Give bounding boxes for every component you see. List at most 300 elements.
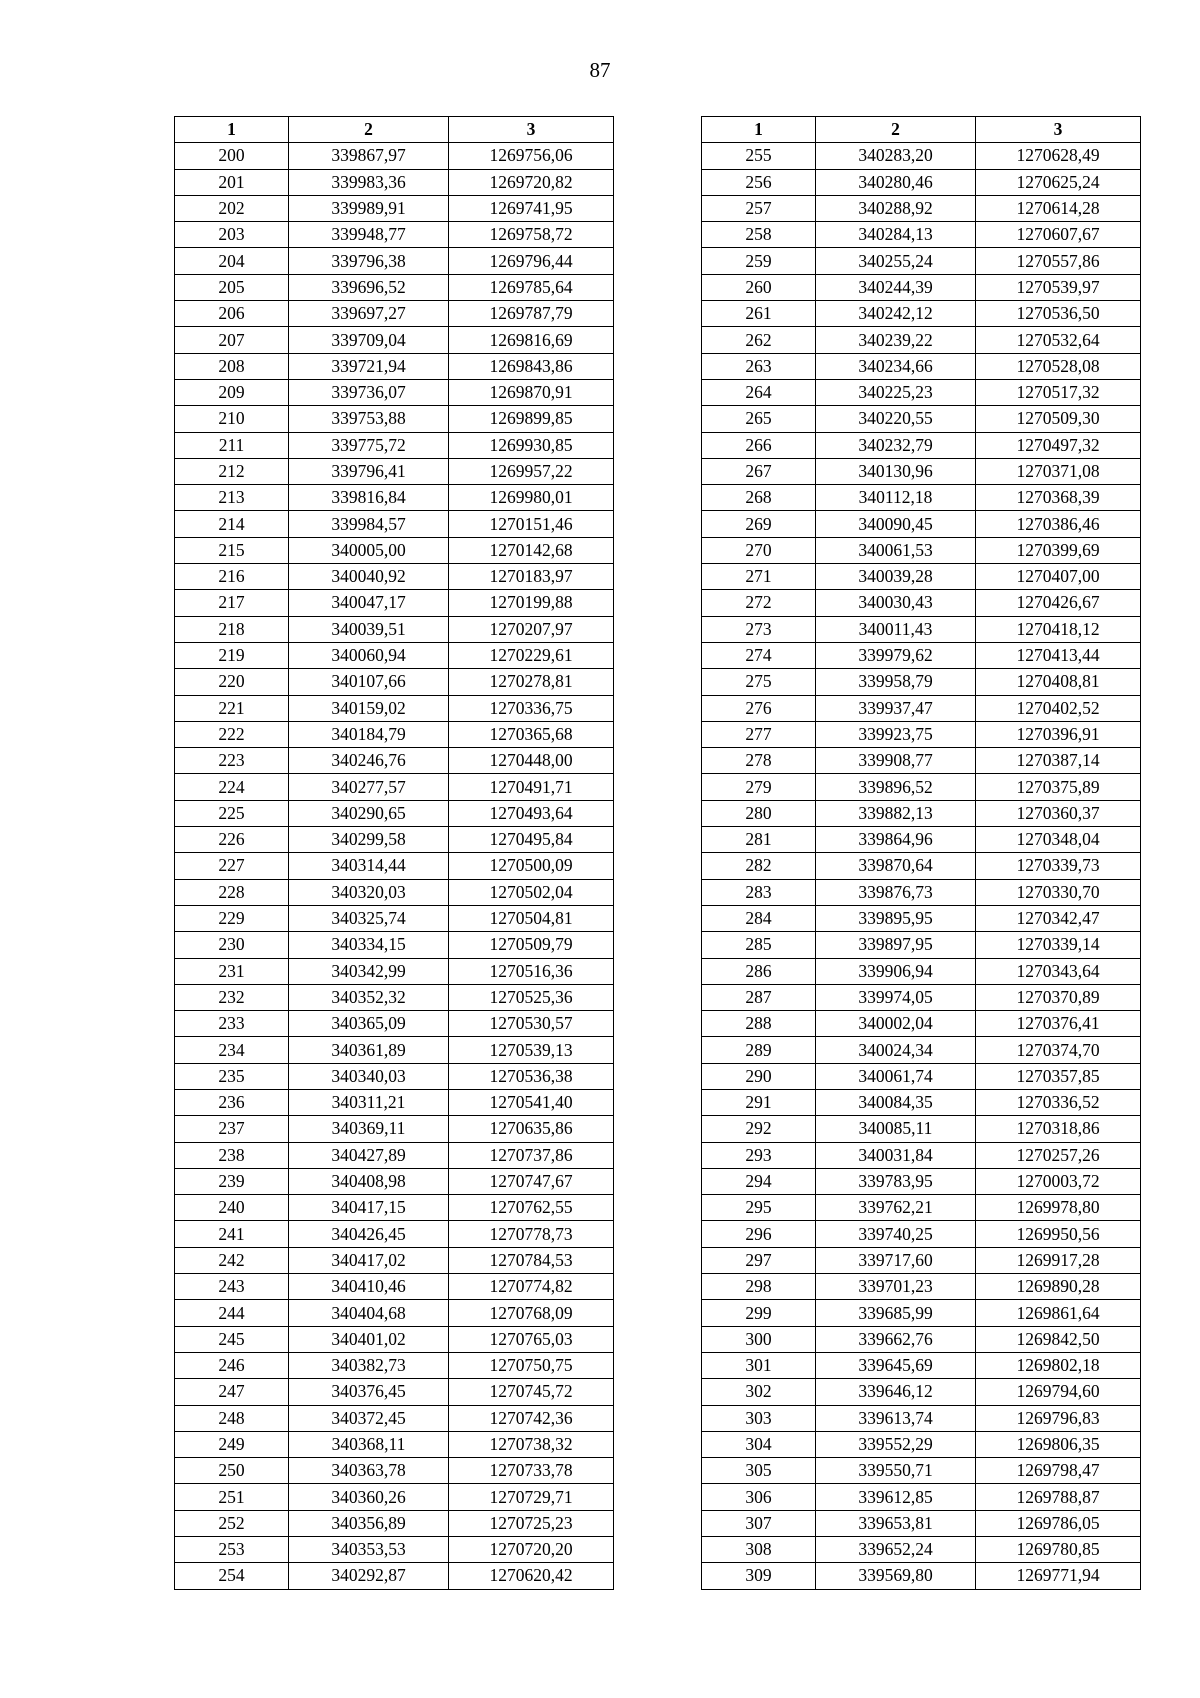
table-row — [702, 984, 1141, 1010]
y-coordinate-cell: 1270733,78 — [449, 1458, 614, 1484]
point-number-cell: 299 — [702, 1300, 816, 1326]
table-row — [175, 406, 614, 432]
x-coordinate-cell: 339736,07 — [289, 379, 449, 405]
table-row — [175, 721, 614, 747]
y-coordinate-cell: 1269796,44 — [449, 248, 614, 274]
x-coordinate-cell: 339867,97 — [289, 143, 449, 169]
y-coordinate-cell: 1270368,39 — [976, 485, 1141, 511]
table-row — [702, 800, 1141, 826]
x-coordinate-cell: 340353,53 — [289, 1537, 449, 1563]
x-coordinate-cell: 339958,79 — [816, 669, 976, 695]
table-row — [175, 301, 614, 327]
table-row — [702, 537, 1141, 563]
table-row — [702, 616, 1141, 642]
point-number-cell: 243 — [175, 1274, 289, 1300]
table-row — [702, 905, 1141, 931]
y-coordinate-cell: 1270509,30 — [976, 406, 1141, 432]
point-number-cell: 235 — [175, 1063, 289, 1089]
point-number-cell: 226 — [175, 827, 289, 853]
x-coordinate-cell: 339613,74 — [816, 1405, 976, 1431]
table-row — [702, 143, 1141, 169]
y-coordinate-cell: 1270448,00 — [449, 748, 614, 774]
table-row — [175, 590, 614, 616]
point-number-cell: 238 — [175, 1142, 289, 1168]
x-coordinate-cell: 340244,39 — [816, 274, 976, 300]
point-number-cell: 283 — [702, 879, 816, 905]
point-number-cell: 264 — [702, 379, 816, 405]
point-number-cell: 233 — [175, 1011, 289, 1037]
x-coordinate-cell: 339948,77 — [289, 222, 449, 248]
x-coordinate-cell: 339783,95 — [816, 1168, 976, 1194]
table-row — [702, 958, 1141, 984]
point-number-cell: 294 — [702, 1168, 816, 1194]
x-coordinate-cell: 340376,45 — [289, 1379, 449, 1405]
x-coordinate-cell: 340368,11 — [289, 1431, 449, 1457]
x-coordinate-cell: 340084,35 — [816, 1089, 976, 1115]
y-coordinate-cell: 1270737,86 — [449, 1142, 614, 1168]
x-coordinate-cell: 340107,66 — [289, 669, 449, 695]
table-row — [702, 1247, 1141, 1273]
table-row — [175, 1458, 614, 1484]
point-number-cell: 307 — [702, 1510, 816, 1536]
x-coordinate-cell: 340061,74 — [816, 1063, 976, 1089]
x-coordinate-cell: 339979,62 — [816, 642, 976, 668]
point-number-cell: 301 — [702, 1352, 816, 1378]
point-number-cell: 300 — [702, 1326, 816, 1352]
point-number-cell: 201 — [175, 169, 289, 195]
table-row — [702, 1405, 1141, 1431]
x-coordinate-cell: 339983,36 — [289, 169, 449, 195]
table-row — [175, 511, 614, 537]
y-coordinate-cell: 1270495,84 — [449, 827, 614, 853]
table-row — [175, 1379, 614, 1405]
x-coordinate-cell: 339569,80 — [816, 1563, 976, 1589]
point-number-cell: 207 — [175, 327, 289, 353]
x-coordinate-cell: 340225,23 — [816, 379, 976, 405]
table-row — [702, 327, 1141, 353]
x-coordinate-cell: 339646,12 — [816, 1379, 976, 1405]
point-number-cell: 304 — [702, 1431, 816, 1457]
table-row — [702, 406, 1141, 432]
point-number-cell: 276 — [702, 695, 816, 721]
point-number-cell: 240 — [175, 1195, 289, 1221]
point-number-cell: 286 — [702, 958, 816, 984]
table-row — [175, 1563, 614, 1589]
y-coordinate-cell: 1270207,97 — [449, 616, 614, 642]
x-coordinate-cell: 340184,79 — [289, 721, 449, 747]
point-number-cell: 217 — [175, 590, 289, 616]
y-coordinate-cell: 1270374,70 — [976, 1037, 1141, 1063]
x-coordinate-cell: 340340,03 — [289, 1063, 449, 1089]
point-number-cell: 271 — [702, 564, 816, 590]
table-row — [175, 458, 614, 484]
y-coordinate-cell: 1270493,64 — [449, 800, 614, 826]
y-coordinate-cell: 1270784,53 — [449, 1247, 614, 1273]
table-row — [175, 143, 614, 169]
table-row — [702, 1458, 1141, 1484]
y-coordinate-cell: 1270500,09 — [449, 853, 614, 879]
table-row — [175, 853, 614, 879]
x-coordinate-cell: 340382,73 — [289, 1352, 449, 1378]
y-coordinate-cell: 1269756,06 — [449, 143, 614, 169]
table-row — [175, 353, 614, 379]
point-number-cell: 249 — [175, 1431, 289, 1457]
y-coordinate-cell: 1269758,72 — [449, 222, 614, 248]
x-coordinate-cell: 340024,34 — [816, 1037, 976, 1063]
table-row — [702, 748, 1141, 774]
coordinates-table-right — [701, 116, 1141, 1590]
point-number-cell: 241 — [175, 1221, 289, 1247]
table-row — [702, 932, 1141, 958]
column-header-number: 1 — [175, 117, 289, 143]
point-number-cell: 282 — [702, 853, 816, 879]
table-row — [175, 748, 614, 774]
table-row — [175, 485, 614, 511]
table-row — [702, 222, 1141, 248]
table-row — [702, 695, 1141, 721]
point-number-cell: 236 — [175, 1089, 289, 1115]
x-coordinate-cell: 339974,05 — [816, 984, 976, 1010]
table-body-right — [702, 143, 1141, 1589]
point-number-cell: 305 — [702, 1458, 816, 1484]
y-coordinate-cell: 1270614,28 — [976, 195, 1141, 221]
x-coordinate-cell: 340410,46 — [289, 1274, 449, 1300]
y-coordinate-cell: 1269842,50 — [976, 1326, 1141, 1352]
y-coordinate-cell: 1270387,14 — [976, 748, 1141, 774]
table-row — [702, 669, 1141, 695]
y-coordinate-cell: 1270142,68 — [449, 537, 614, 563]
y-coordinate-cell: 1270339,14 — [976, 932, 1141, 958]
x-coordinate-cell: 340031,84 — [816, 1142, 976, 1168]
point-number-cell: 262 — [702, 327, 816, 353]
table-row — [702, 1300, 1141, 1326]
y-coordinate-cell: 1269930,85 — [449, 432, 614, 458]
x-coordinate-cell: 340047,17 — [289, 590, 449, 616]
y-coordinate-cell: 1270257,26 — [976, 1142, 1141, 1168]
y-coordinate-cell: 1269787,79 — [449, 301, 614, 327]
table-row — [702, 1484, 1141, 1510]
table-body-left — [175, 143, 614, 1589]
y-coordinate-cell: 1270742,36 — [449, 1405, 614, 1431]
table-row — [702, 1063, 1141, 1089]
table-row — [175, 1116, 614, 1142]
y-coordinate-cell: 1270426,67 — [976, 590, 1141, 616]
column-header-number: 1 — [702, 117, 816, 143]
x-coordinate-cell: 339701,23 — [816, 1274, 976, 1300]
x-coordinate-cell: 340342,99 — [289, 958, 449, 984]
point-number-cell: 215 — [175, 537, 289, 563]
point-number-cell: 287 — [702, 984, 816, 1010]
y-coordinate-cell: 1270509,79 — [449, 932, 614, 958]
point-number-cell: 210 — [175, 406, 289, 432]
point-number-cell: 204 — [175, 248, 289, 274]
point-number-cell: 256 — [702, 169, 816, 195]
x-coordinate-cell: 340039,28 — [816, 564, 976, 590]
table-row — [175, 1300, 614, 1326]
table-row — [175, 905, 614, 931]
table-row — [175, 169, 614, 195]
y-coordinate-cell: 1269741,95 — [449, 195, 614, 221]
table-row — [175, 1011, 614, 1037]
y-coordinate-cell: 1270778,73 — [449, 1221, 614, 1247]
y-coordinate-cell: 1270532,64 — [976, 327, 1141, 353]
y-coordinate-cell: 1269843,86 — [449, 353, 614, 379]
table-row — [175, 958, 614, 984]
table-row — [175, 642, 614, 668]
y-coordinate-cell: 1270371,08 — [976, 458, 1141, 484]
x-coordinate-cell: 340314,44 — [289, 853, 449, 879]
table-header-row — [702, 117, 1141, 143]
point-number-cell: 247 — [175, 1379, 289, 1405]
y-coordinate-cell: 1270516,36 — [449, 958, 614, 984]
x-coordinate-cell: 339906,94 — [816, 958, 976, 984]
x-coordinate-cell: 339645,69 — [816, 1352, 976, 1378]
x-coordinate-cell: 340220,55 — [816, 406, 976, 432]
x-coordinate-cell: 340280,46 — [816, 169, 976, 195]
point-number-cell: 223 — [175, 748, 289, 774]
y-coordinate-cell: 1270360,37 — [976, 800, 1141, 826]
y-coordinate-cell: 1270497,32 — [976, 432, 1141, 458]
table-row — [175, 1221, 614, 1247]
table-row — [702, 721, 1141, 747]
x-coordinate-cell: 340060,94 — [289, 642, 449, 668]
y-coordinate-cell: 1270625,24 — [976, 169, 1141, 195]
point-number-cell: 253 — [175, 1537, 289, 1563]
point-number-cell: 206 — [175, 301, 289, 327]
y-coordinate-cell: 1269806,35 — [976, 1431, 1141, 1457]
y-coordinate-cell: 1270620,42 — [449, 1563, 614, 1589]
table-row — [175, 222, 614, 248]
point-number-cell: 298 — [702, 1274, 816, 1300]
y-coordinate-cell: 1270376,41 — [976, 1011, 1141, 1037]
y-coordinate-cell: 1270536,50 — [976, 301, 1141, 327]
y-coordinate-cell: 1269785,64 — [449, 274, 614, 300]
x-coordinate-cell: 340039,51 — [289, 616, 449, 642]
x-coordinate-cell: 340002,04 — [816, 1011, 976, 1037]
table-row — [702, 564, 1141, 590]
y-coordinate-cell: 1270357,85 — [976, 1063, 1141, 1089]
x-coordinate-cell: 340320,03 — [289, 879, 449, 905]
table-row — [175, 274, 614, 300]
y-coordinate-cell: 1270720,20 — [449, 1537, 614, 1563]
x-coordinate-cell: 340356,89 — [289, 1510, 449, 1536]
point-number-cell: 303 — [702, 1405, 816, 1431]
point-number-cell: 257 — [702, 195, 816, 221]
point-number-cell: 290 — [702, 1063, 816, 1089]
point-number-cell: 213 — [175, 485, 289, 511]
x-coordinate-cell: 340417,15 — [289, 1195, 449, 1221]
point-number-cell: 309 — [702, 1563, 816, 1589]
y-coordinate-cell: 1269980,01 — [449, 485, 614, 511]
point-number-cell: 261 — [702, 301, 816, 327]
table-row — [175, 695, 614, 721]
x-coordinate-cell: 339882,13 — [816, 800, 976, 826]
x-coordinate-cell: 339870,64 — [816, 853, 976, 879]
x-coordinate-cell: 339816,84 — [289, 485, 449, 511]
point-number-cell: 211 — [175, 432, 289, 458]
table-row — [702, 1379, 1141, 1405]
table-row — [702, 642, 1141, 668]
table-row — [175, 1037, 614, 1063]
y-coordinate-cell: 1269861,64 — [976, 1300, 1141, 1326]
point-number-cell: 250 — [175, 1458, 289, 1484]
point-number-cell: 251 — [175, 1484, 289, 1510]
x-coordinate-cell: 339685,99 — [816, 1300, 976, 1326]
x-coordinate-cell: 340242,12 — [816, 301, 976, 327]
point-number-cell: 288 — [702, 1011, 816, 1037]
y-coordinate-cell: 1269957,22 — [449, 458, 614, 484]
y-coordinate-cell: 1269788,87 — [976, 1484, 1141, 1510]
table-row — [702, 301, 1141, 327]
y-coordinate-cell: 1270635,86 — [449, 1116, 614, 1142]
x-coordinate-cell: 339895,95 — [816, 905, 976, 931]
table-row — [175, 1063, 614, 1089]
point-number-cell: 289 — [702, 1037, 816, 1063]
y-coordinate-cell: 1270607,67 — [976, 222, 1141, 248]
y-coordinate-cell: 1270528,08 — [976, 353, 1141, 379]
y-coordinate-cell: 1270517,32 — [976, 379, 1141, 405]
point-number-cell: 308 — [702, 1537, 816, 1563]
x-coordinate-cell: 339697,27 — [289, 301, 449, 327]
point-number-cell: 221 — [175, 695, 289, 721]
y-coordinate-cell: 1269802,18 — [976, 1352, 1141, 1378]
point-number-cell: 263 — [702, 353, 816, 379]
point-number-cell: 232 — [175, 984, 289, 1010]
x-coordinate-cell: 339612,85 — [816, 1484, 976, 1510]
x-coordinate-cell: 339937,47 — [816, 695, 976, 721]
x-coordinate-cell: 340283,20 — [816, 143, 976, 169]
point-number-cell: 265 — [702, 406, 816, 432]
point-number-cell: 269 — [702, 511, 816, 537]
point-number-cell: 237 — [175, 1116, 289, 1142]
point-number-cell: 258 — [702, 222, 816, 248]
y-coordinate-cell: 1270151,46 — [449, 511, 614, 537]
table-row — [175, 669, 614, 695]
table-row — [702, 1089, 1141, 1115]
x-coordinate-cell: 339721,94 — [289, 353, 449, 379]
y-coordinate-cell: 1270399,69 — [976, 537, 1141, 563]
table-row — [702, 1195, 1141, 1221]
y-coordinate-cell: 1269798,47 — [976, 1458, 1141, 1484]
column-header-y: 3 — [449, 117, 614, 143]
table-row — [175, 1537, 614, 1563]
table-row — [175, 1247, 614, 1273]
x-coordinate-cell: 339709,04 — [289, 327, 449, 353]
table-row — [175, 879, 614, 905]
table-row — [175, 1195, 614, 1221]
point-number-cell: 248 — [175, 1405, 289, 1431]
point-number-cell: 252 — [175, 1510, 289, 1536]
point-number-cell: 291 — [702, 1089, 816, 1115]
point-number-cell: 254 — [175, 1563, 289, 1589]
x-coordinate-cell: 339696,52 — [289, 274, 449, 300]
table-row — [702, 1274, 1141, 1300]
y-coordinate-cell: 1270762,55 — [449, 1195, 614, 1221]
x-coordinate-cell: 340277,57 — [289, 774, 449, 800]
y-coordinate-cell: 1270765,03 — [449, 1326, 614, 1352]
x-coordinate-cell: 340284,13 — [816, 222, 976, 248]
table-row — [702, 1037, 1141, 1063]
table-row — [175, 1352, 614, 1378]
y-coordinate-cell: 1270339,73 — [976, 853, 1141, 879]
y-coordinate-cell: 1270336,52 — [976, 1089, 1141, 1115]
column-header-y: 3 — [976, 117, 1141, 143]
point-number-cell: 284 — [702, 905, 816, 931]
table-row — [175, 1089, 614, 1115]
x-coordinate-cell: 339897,95 — [816, 932, 976, 958]
x-coordinate-cell: 340360,26 — [289, 1484, 449, 1510]
x-coordinate-cell: 340290,65 — [289, 800, 449, 826]
x-coordinate-cell: 340352,32 — [289, 984, 449, 1010]
x-coordinate-cell: 339653,81 — [816, 1510, 976, 1536]
point-number-cell: 225 — [175, 800, 289, 826]
point-number-cell: 285 — [702, 932, 816, 958]
table-row — [702, 248, 1141, 274]
point-number-cell: 306 — [702, 1484, 816, 1510]
table-row — [702, 1221, 1141, 1247]
y-coordinate-cell: 1269978,80 — [976, 1195, 1141, 1221]
x-coordinate-cell: 339864,96 — [816, 827, 976, 853]
x-coordinate-cell: 340159,02 — [289, 695, 449, 721]
point-number-cell: 292 — [702, 1116, 816, 1142]
point-number-cell: 245 — [175, 1326, 289, 1352]
x-coordinate-cell: 340288,92 — [816, 195, 976, 221]
x-coordinate-cell: 340363,78 — [289, 1458, 449, 1484]
y-coordinate-cell: 1269816,69 — [449, 327, 614, 353]
x-coordinate-cell: 339552,29 — [816, 1431, 976, 1457]
y-coordinate-cell: 1270336,75 — [449, 695, 614, 721]
y-coordinate-cell: 1270745,72 — [449, 1379, 614, 1405]
table-row — [702, 1537, 1141, 1563]
table-row — [702, 511, 1141, 537]
x-coordinate-cell: 339876,73 — [816, 879, 976, 905]
y-coordinate-cell: 1270318,86 — [976, 1116, 1141, 1142]
y-coordinate-cell: 1270229,61 — [449, 642, 614, 668]
y-coordinate-cell: 1270530,57 — [449, 1011, 614, 1037]
y-coordinate-cell: 1270747,67 — [449, 1168, 614, 1194]
y-coordinate-cell: 1270343,64 — [976, 958, 1141, 984]
table-header-row — [175, 117, 614, 143]
table-row — [702, 1168, 1141, 1194]
y-coordinate-cell: 1270750,75 — [449, 1352, 614, 1378]
point-number-cell: 228 — [175, 879, 289, 905]
x-coordinate-cell: 340417,02 — [289, 1247, 449, 1273]
x-coordinate-cell: 340085,11 — [816, 1116, 976, 1142]
x-coordinate-cell: 340427,89 — [289, 1142, 449, 1168]
table-row — [702, 853, 1141, 879]
y-coordinate-cell: 1270342,47 — [976, 905, 1141, 931]
point-number-cell: 280 — [702, 800, 816, 826]
y-coordinate-cell: 1270407,00 — [976, 564, 1141, 590]
table-row — [175, 1484, 614, 1510]
point-number-cell: 203 — [175, 222, 289, 248]
table-row — [702, 379, 1141, 405]
x-coordinate-cell: 339717,60 — [816, 1247, 976, 1273]
y-coordinate-cell: 1270418,12 — [976, 616, 1141, 642]
table-row — [702, 1011, 1141, 1037]
point-number-cell: 220 — [175, 669, 289, 695]
point-number-cell: 277 — [702, 721, 816, 747]
y-coordinate-cell: 1270729,71 — [449, 1484, 614, 1510]
table-row — [175, 1326, 614, 1352]
point-number-cell: 259 — [702, 248, 816, 274]
point-number-cell: 202 — [175, 195, 289, 221]
point-number-cell: 267 — [702, 458, 816, 484]
point-number-cell: 275 — [702, 669, 816, 695]
table-row — [702, 879, 1141, 905]
point-number-cell: 266 — [702, 432, 816, 458]
table-row — [702, 1431, 1141, 1457]
